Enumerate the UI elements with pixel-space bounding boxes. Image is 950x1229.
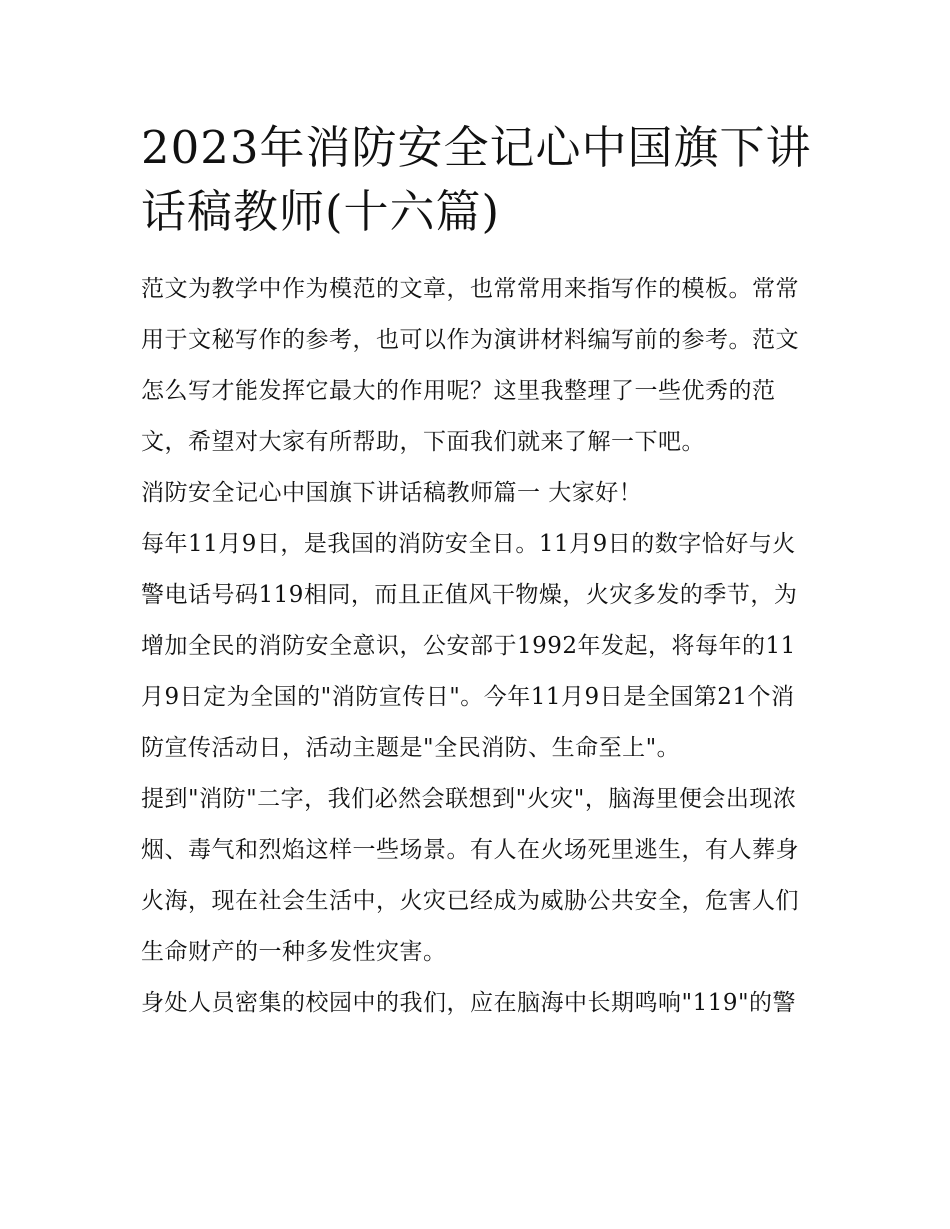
paragraph-greeting: 消防安全记心中国旗下讲话稿教师篇一 大家好！: [141, 480, 643, 506]
paragraph-fire-day: 每年11月9日，是我国的消防安全日。11月9日的数字恰好与火警电话号码119相同，而且正值风干物燥，火灾多发的季节，为增加全民的消防安全意识，公安部于1992年发起，将每年的11月9日定为全国的"消防宣传日"。今年11月9日是全国第21个消防宣传活动日，活动主题是"全民消防、生命至上"。: [141, 531, 798, 761]
paragraph-campus: 身处人员密集的校园中的我们，应在脑海中长期鸣响"119"的警: [141, 990, 797, 1016]
document-body: [141, 264, 813, 1029]
paragraph-fire-disaster: 提到"消防"二字，我们必然会联想到"火灾"，脑海里便会出现浓烟、毒气和烈焰这样一些场景。有人在火场死里逃生，有人葬身火海，现在社会生活中，火灾已经成为威胁公共安全，危害人们生命财产的一种多发性灾害。: [141, 786, 799, 965]
document-content: [141, 116, 813, 1029]
document-title: 2023年消防安全记心中国旗下讲话稿教师(十六篇): [141, 121, 812, 238]
paragraph-intro: 范文为教学中作为模范的文章，也常常用来指写作的模板。常常用于文秘写作的参考，也可以作为演讲材料编写前的参考。范文怎么写才能发挥它最大的作用呢？这里我整理了一些优秀的范文，希望对大家有所帮助，下面我们就来了解一下吧。: [141, 276, 799, 455]
